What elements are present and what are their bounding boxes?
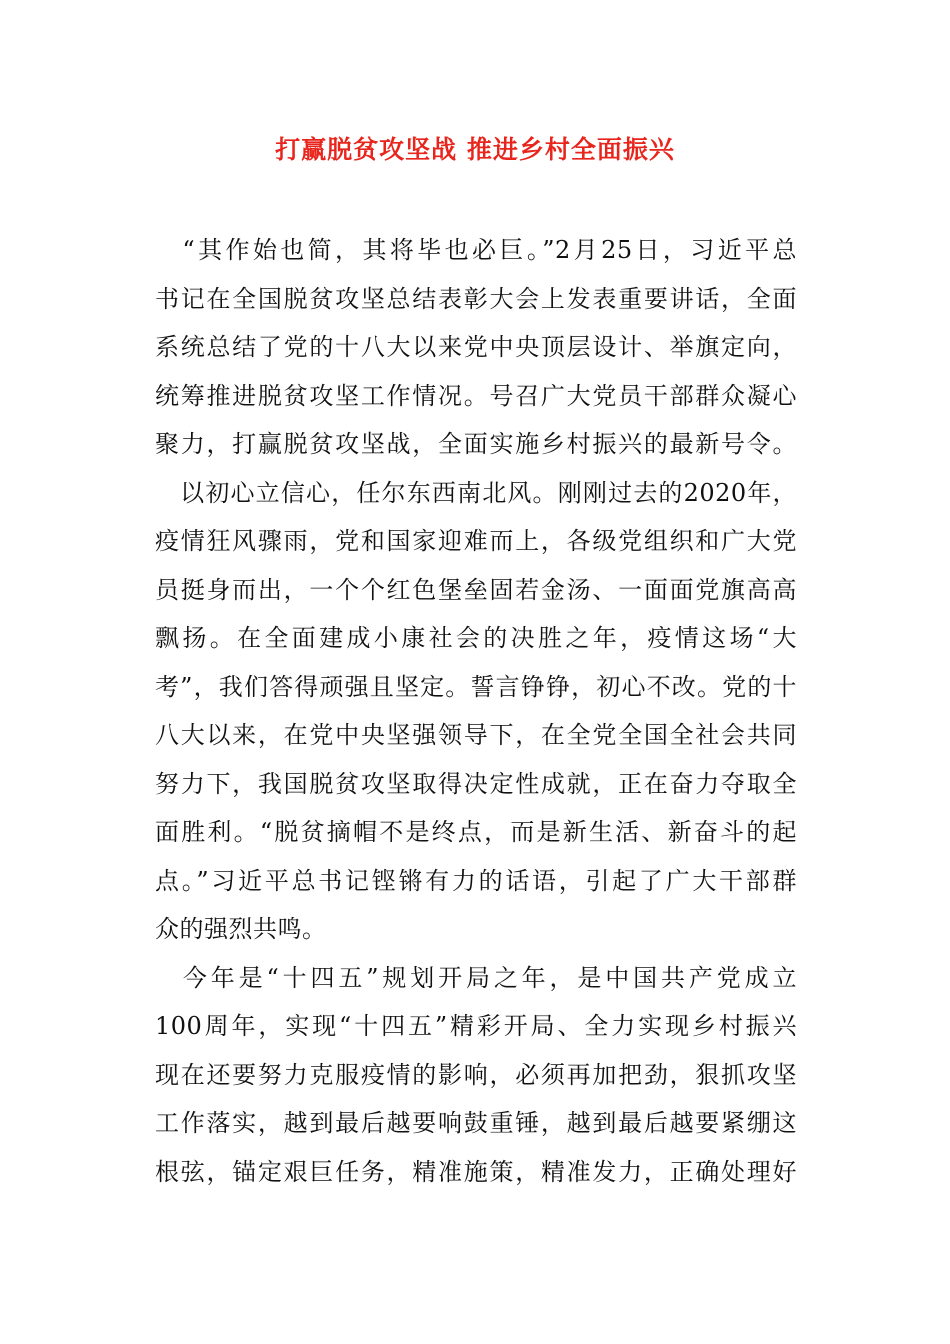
- text-line: 以初心立信心，任尔东西南北风。刚刚过去的2020年，: [155, 478, 797, 507]
- text-line: 系统总结了党的十八大以来党中央顶层设计、举旗定向，: [155, 333, 797, 361]
- text-line: “其作始也简，其将毕也必巨。”2月25日，习近平总: [155, 236, 797, 264]
- text-line: 现在还要努力克服疫情的影响，必须再加把劲，狠抓攻坚: [155, 1060, 797, 1089]
- text-line: 面胜利。“脱贫摘帽不是终点，而是新生活、新奋斗的起: [155, 818, 797, 846]
- text-line: 飘扬。在全面建成小康社会的决胜之年，疫情这场“大: [155, 624, 797, 652]
- text-line: 100周年，实现“十四五”精彩开局、全力实现乡村振兴: [155, 1012, 797, 1040]
- text-line: 统筹推进脱贫攻坚工作情况。号召广大党员干部群众凝心: [155, 381, 797, 410]
- document-body: [155, 230, 797, 1200]
- text-line: 考”，我们答得顽强且坚定。誓言铮铮，初心不改。党的十: [155, 672, 797, 701]
- text-line: 八大以来，在党中央坚强领导下，在全党全国全社会共同: [155, 721, 797, 749]
- text-line: 众的强烈共鸣。: [155, 915, 327, 943]
- text-line: 员挺身而出，一个个红色堡垒固若金汤、一面面党旗高高: [155, 575, 797, 604]
- text-line: 根弦，锚定艰巨任务，精准施策，精准发力，正确处理好: [155, 1157, 797, 1186]
- text-line: 今年是“十四五”规划开局之年，是中国共产党成立: [155, 963, 797, 992]
- text-line: 书记在全国脱贫攻坚总结表彰大会上发表重要讲话，全面: [155, 284, 797, 313]
- text-line: 努力下，我国脱贫攻坚取得决定性成就，正在奋力夺取全: [155, 769, 797, 798]
- text-line: 点。”习近平总书记铿锵有力的话语，引起了广大干部群: [155, 866, 797, 895]
- text-line: 工作落实，越到最后越要响鼓重锤，越到最后越要紧绷这: [155, 1109, 797, 1137]
- text-line: 疫情狂风骤雨，党和国家迎难而上，各级党组织和广大党: [155, 527, 797, 555]
- document-title: 打赢脱贫攻坚战 推进乡村全面振兴: [275, 135, 675, 164]
- text-line: 聚力，打赢脱贫攻坚战，全面实施乡村振兴的最新号令。: [155, 430, 797, 458]
